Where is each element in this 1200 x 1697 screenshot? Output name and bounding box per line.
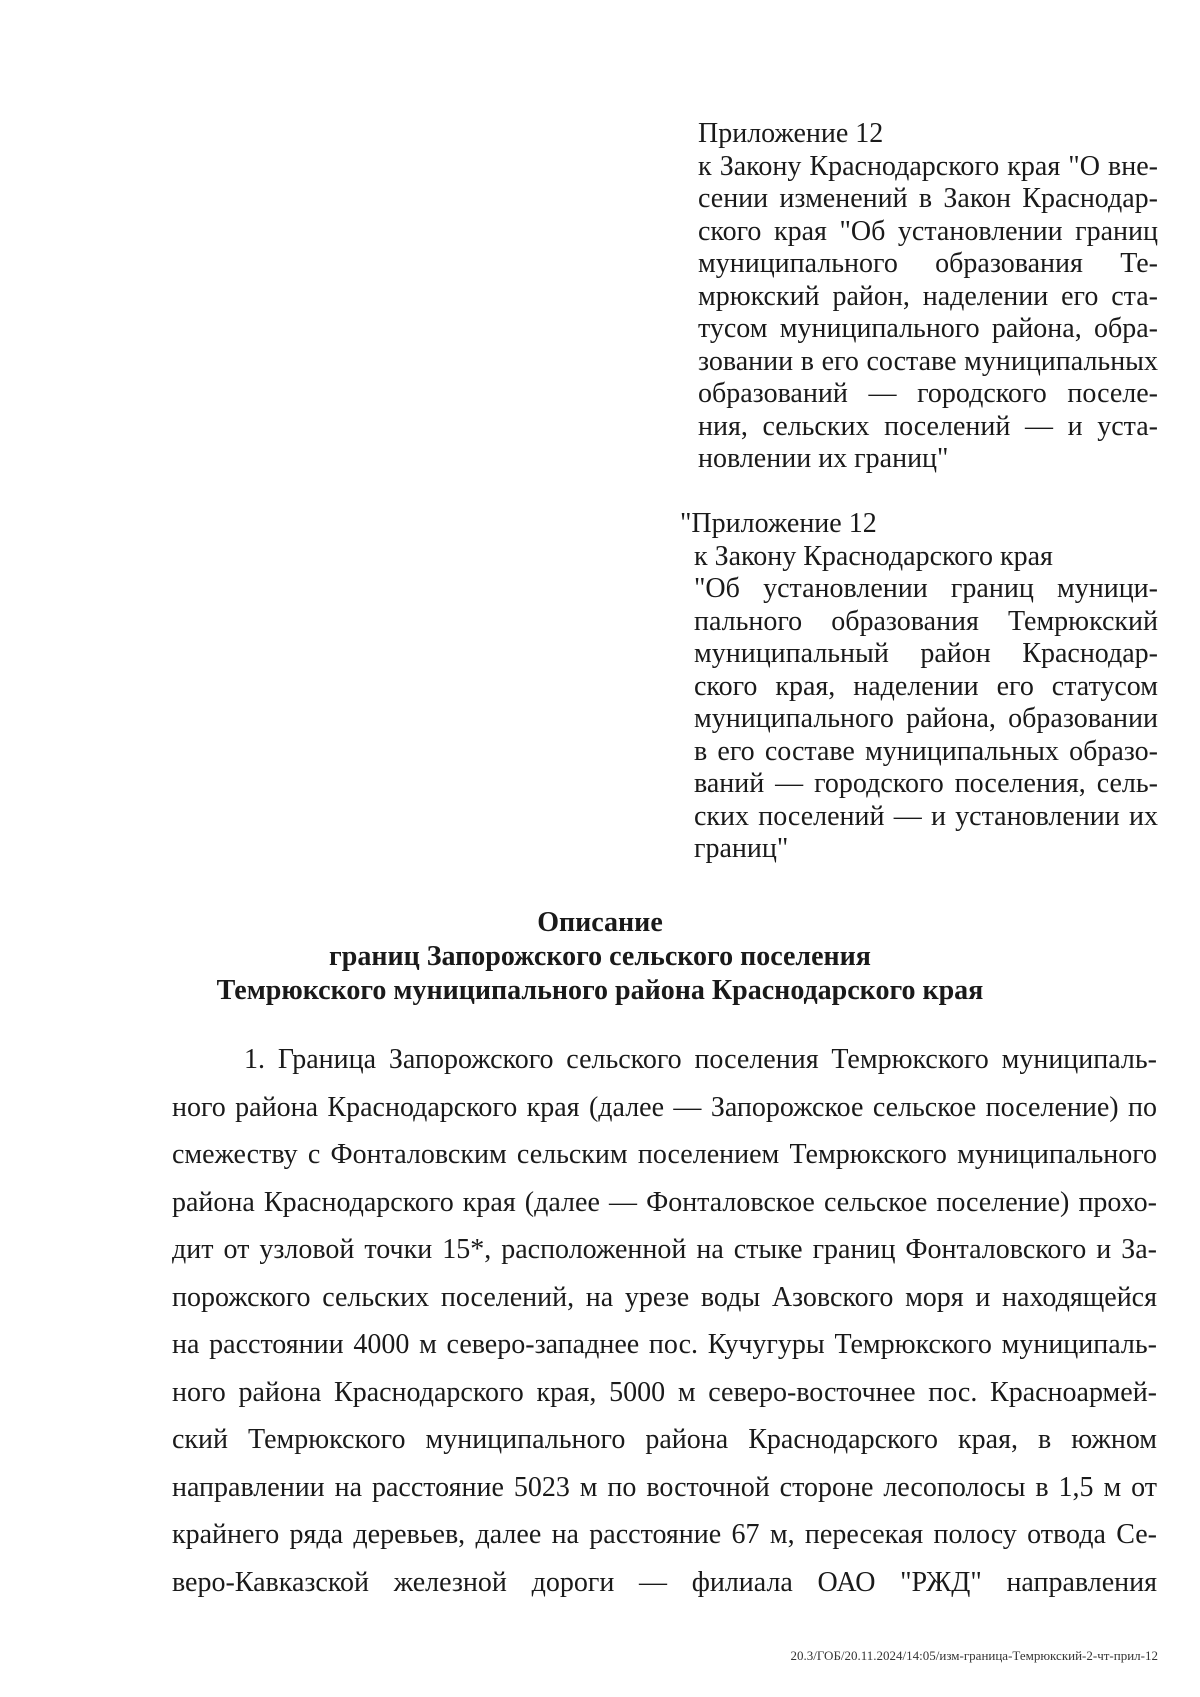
annex-line: ваний — городского поселения, сель- <box>694 768 1158 799</box>
annex-line: муниципального района, образовании <box>694 703 1158 734</box>
body-line: ного района Краснодарского края, 5000 м северо-восточнее пос. Красноармей- <box>172 1376 1157 1408</box>
title-line: границ Запорожского сельского поселения <box>329 941 871 972</box>
body-line: смежеству с Фонталовским сельским поселением Темрюкского муниципального <box>172 1139 1157 1170</box>
annex-line: к Закону Краснодарского края "О вне- <box>698 150 1158 182</box>
document-title <box>0 906 1200 1008</box>
annex-line: в его составе муниципальных образо- <box>694 735 1158 767</box>
annex-line: новлении их границ" <box>698 443 949 474</box>
annex-line: ского края, наделении его статусом <box>694 670 1158 702</box>
body-paragraph <box>172 1036 1157 1606</box>
body-line: направлении на расстояние 5023 м по восточной стороне лесополосы в 1,5 м от <box>172 1471 1157 1503</box>
annex-line: к Закону Краснодарского края <box>694 540 1053 572</box>
annex-line: муниципальный район Краснодар- <box>694 638 1158 669</box>
annex-line: сении изменений в Закон Краснодар- <box>698 183 1158 214</box>
body-line: дит от узловой точки 15*, расположенной на стыке границ Фонталовского и За- <box>172 1234 1157 1265</box>
annex-line: границ" <box>694 833 789 864</box>
annex-line: Приложение 12 <box>698 118 884 149</box>
body-line: веро-Кавказской железной дороги — филиала ОАО "РЖД" направления <box>172 1566 1157 1598</box>
annex-line: ских поселений — и установлении их <box>694 800 1158 832</box>
annex-line: ского края "Об установлении границ <box>698 215 1158 247</box>
title-line: Темрюкского муниципального района Краснодарского края <box>216 975 984 1006</box>
annex-line: тусом муниципального района, обра- <box>698 313 1158 344</box>
annex-line: пального образования Темрюкский <box>694 605 1158 637</box>
annex-line: "Об установлении границ муници- <box>694 573 1158 604</box>
annex-line: мрюкский район, наделении его ста- <box>698 280 1158 312</box>
body-line: района Краснодарского края (далее — Фонталовское сельское поселение) прохо- <box>172 1186 1157 1218</box>
annex-line: муниципального образования Те- <box>698 248 1158 279</box>
body-line: 1. Граница Запорожского сельского поселения Темрюкского муниципаль- <box>244 1044 1157 1075</box>
body-line: на расстоянии 4000 м северо-западнее пос. Кучугуры Темрюкского муниципаль- <box>172 1329 1157 1360</box>
body-line: ский Темрюкского муниципального района Краснодарского края, в южном <box>172 1424 1157 1455</box>
title-line: Описание <box>537 907 663 938</box>
annex-line: "Приложение 12 <box>680 508 877 539</box>
annex-heading-amendment <box>698 118 1158 476</box>
annex-line: ния, сельских поселений — и уста- <box>698 410 1158 442</box>
annex-line: зовании в его составе муниципальных <box>698 345 1158 377</box>
annex-line: образований — городского поселе- <box>698 378 1158 409</box>
document-reference-footer: 20.3/ГОБ/20.11.2024/14:05/изм-граница-Темрюкский-2-чт-прил-12 <box>790 1648 1158 1663</box>
annex-heading-original <box>680 508 1158 866</box>
body-line: ного района Краснодарского края (далее — Запорожское сельское поселение) по <box>172 1091 1157 1123</box>
body-line: крайнего ряда деревьев, далее на расстояние 67 м, пересекая полосу отвода Се- <box>172 1519 1157 1550</box>
body-line: порожского сельских поселений, на урезе воды Азовского моря и находящейся <box>172 1281 1157 1313</box>
